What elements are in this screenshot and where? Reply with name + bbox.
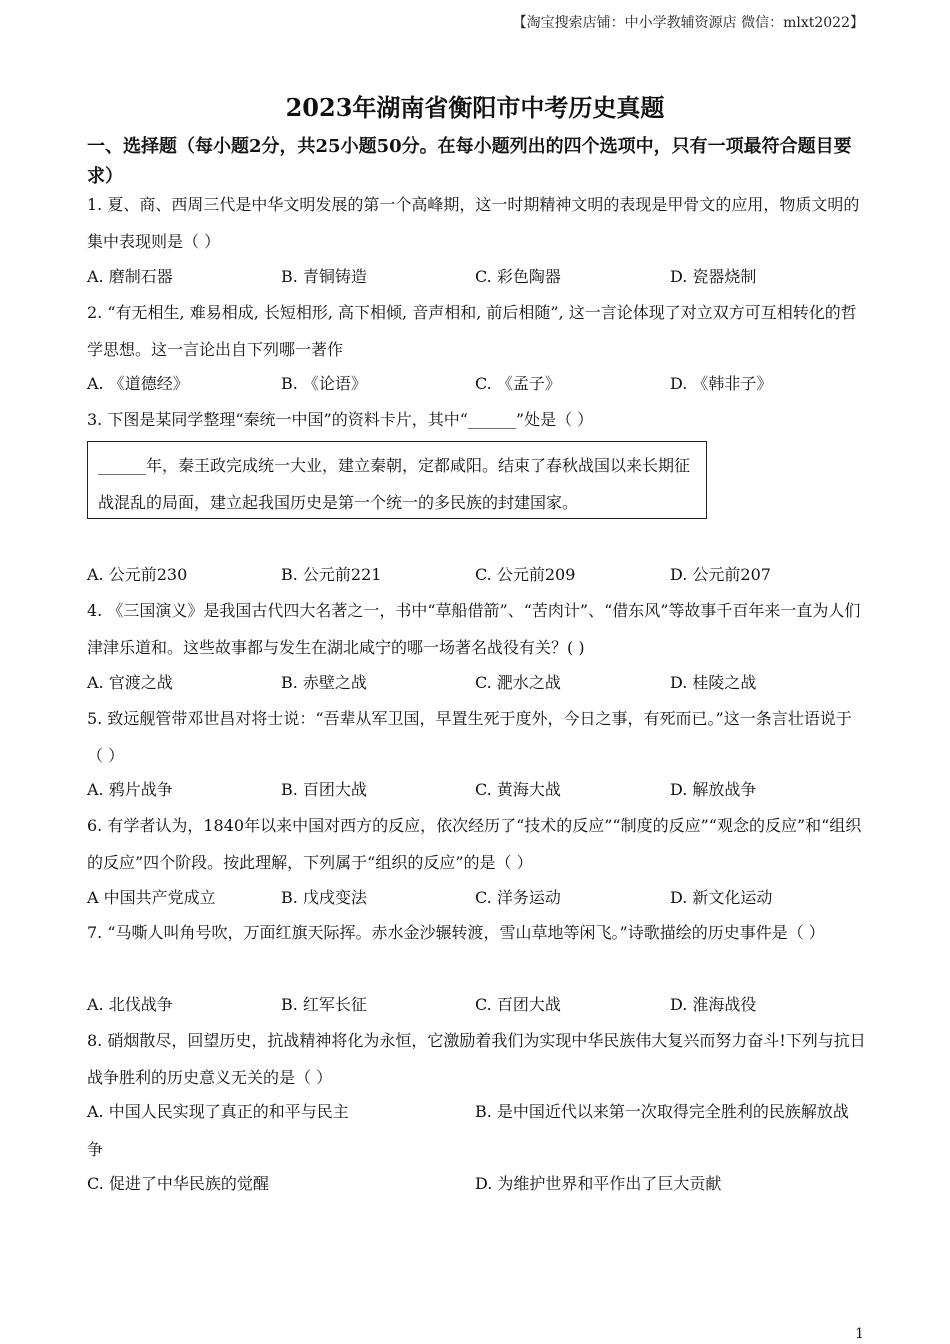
question-3-stem: 3. 下图是某同学整理“秦统一中国”的资料卡片，其中“______”处是（ ） [87, 410, 594, 429]
option-d: D. 为维护世界和平作出了巨大贡献 [475, 1174, 722, 1193]
option-b: B. 公元前221 [281, 565, 382, 584]
question-1-options [87, 261, 867, 293]
option-a: A. 中国人民实现了真正的和平与民主 [87, 1102, 349, 1121]
page-title: 2023年湖南省衡阳市中考历史真题 [285, 93, 665, 122]
option-c: C. 淝水之战 [475, 673, 561, 692]
option-d: D. 解放战争 [670, 780, 757, 799]
page-number: 1 [855, 1326, 864, 1342]
option-b: B. 《论语》 [281, 374, 367, 393]
option-b: B. 是中国近代以来第一次取得完全胜利的民族解放战 [475, 1102, 849, 1121]
option-d: D. 新文化运动 [670, 888, 773, 907]
option-d: D. 《韩非子》 [670, 374, 773, 393]
option-c: C. 公元前209 [475, 565, 576, 584]
option-a: A. 公元前230 [87, 565, 188, 584]
option-b: B. 戊戌变法 [281, 888, 367, 907]
option-a: A. 官渡之战 [87, 673, 173, 692]
option-b: B. 红军长征 [281, 995, 367, 1014]
option-c: C. 洋务运动 [475, 888, 561, 907]
question-2-options [87, 368, 867, 400]
question-4-options [87, 667, 867, 699]
option-b: B. 青铜铸造 [281, 267, 367, 286]
question-6-options [87, 882, 867, 914]
question-1-stem: 1. 夏、商、西周三代是中华文明发展的第一个高峰期，这一时期精神文明的表现是甲骨文的应用，物质文明的集中表现则是（ ） [87, 195, 860, 251]
question-5-options [87, 774, 867, 806]
option-c: C. 黄海大战 [475, 780, 561, 799]
option-c: C. 促进了中华民族的觉醒 [87, 1174, 269, 1193]
section-title: 一、选择题（每小题2分，共25小题50分。在每小题列出的四个选项中，只有一项最符合题目要求） [87, 136, 852, 187]
question-3-options [87, 559, 867, 591]
option-c: C. 彩色陶器 [475, 267, 561, 286]
option-d: D. 公元前207 [670, 565, 771, 584]
question-7-options [87, 989, 867, 1021]
option-c: C. 《孟子》 [475, 374, 561, 393]
option-b: B. 赤壁之战 [281, 673, 367, 692]
question-7-stem: 7. “马嘶人叫角号吹，万面红旗天际挥。赤水金沙辗转渡，雪山草地等闲飞。”诗歌描绘的历史事件是（ ） [87, 923, 825, 942]
option-c: C. 百团大战 [475, 995, 561, 1014]
question-8-stem: 8. 硝烟散尽，回望历史，抗战精神将化为永恒，它激励着我们为实现中华民族伟大复兴而努力奋斗!下列与抗日战争胜利的历史意义无关的是（ ） [87, 1031, 866, 1087]
option-a: A. 北伐战争 [87, 995, 173, 1014]
option-d: D. 淮海战役 [670, 995, 757, 1014]
option-b: B. 百团大战 [281, 780, 367, 799]
question-5-stem: 5. 致远舰管带邓世昌对将士说：“吾辈从军卫国，早置生死于度外，今日之事，有死而已。”这一条言壮语说于（ ） [87, 709, 852, 765]
option-a: A. 《道德经》 [87, 374, 189, 393]
option-b-continued: 争 [87, 1140, 104, 1159]
question-4-stem: 4. 《三国演义》是我国古代四大名著之一，书中“草船借箭”、“苦肉计”、“借东风”等故事千百年来一直为人们津津乐道和。这些故事都与发生在湖北咸宁的哪一场著名战役有关？( ) [87, 601, 861, 657]
header-note: 【淘宝搜索店铺：中小学教辅资源店 微信：mlxt2022】 [512, 15, 864, 31]
option-a: A 中国共产党成立 [87, 888, 216, 907]
info-card: ______年，秦王政完成统一大业，建立秦朝，定都咸阳。结束了春秋战国以来长期征战混乱的局面，建立起我国历史是第一个统一的多民族的封建国家。 [87, 441, 707, 519]
option-a: A. 鸦片战争 [87, 780, 173, 799]
option-d: D. 桂陵之战 [670, 673, 757, 692]
question-2-stem: 2. “有无相生, 难易相成, 长短相形, 高下相倾, 音声相和, 前后相随”, 这一言论体现了对立双方可互相转化的哲学思想。这一言论出自下列哪一著作 [87, 303, 857, 359]
option-d: D. 瓷器烧制 [670, 267, 757, 286]
option-a: A. 磨制石器 [87, 267, 173, 286]
question-6-stem: 6. 有学者认为，1840年以来中国对西方的反应，依次经历了“技术的反应”“制度的反应”“观念的反应”和“组织的反应”四个阶段。按此理解，下列属于“组织的反应”的是（ ） [87, 816, 862, 872]
